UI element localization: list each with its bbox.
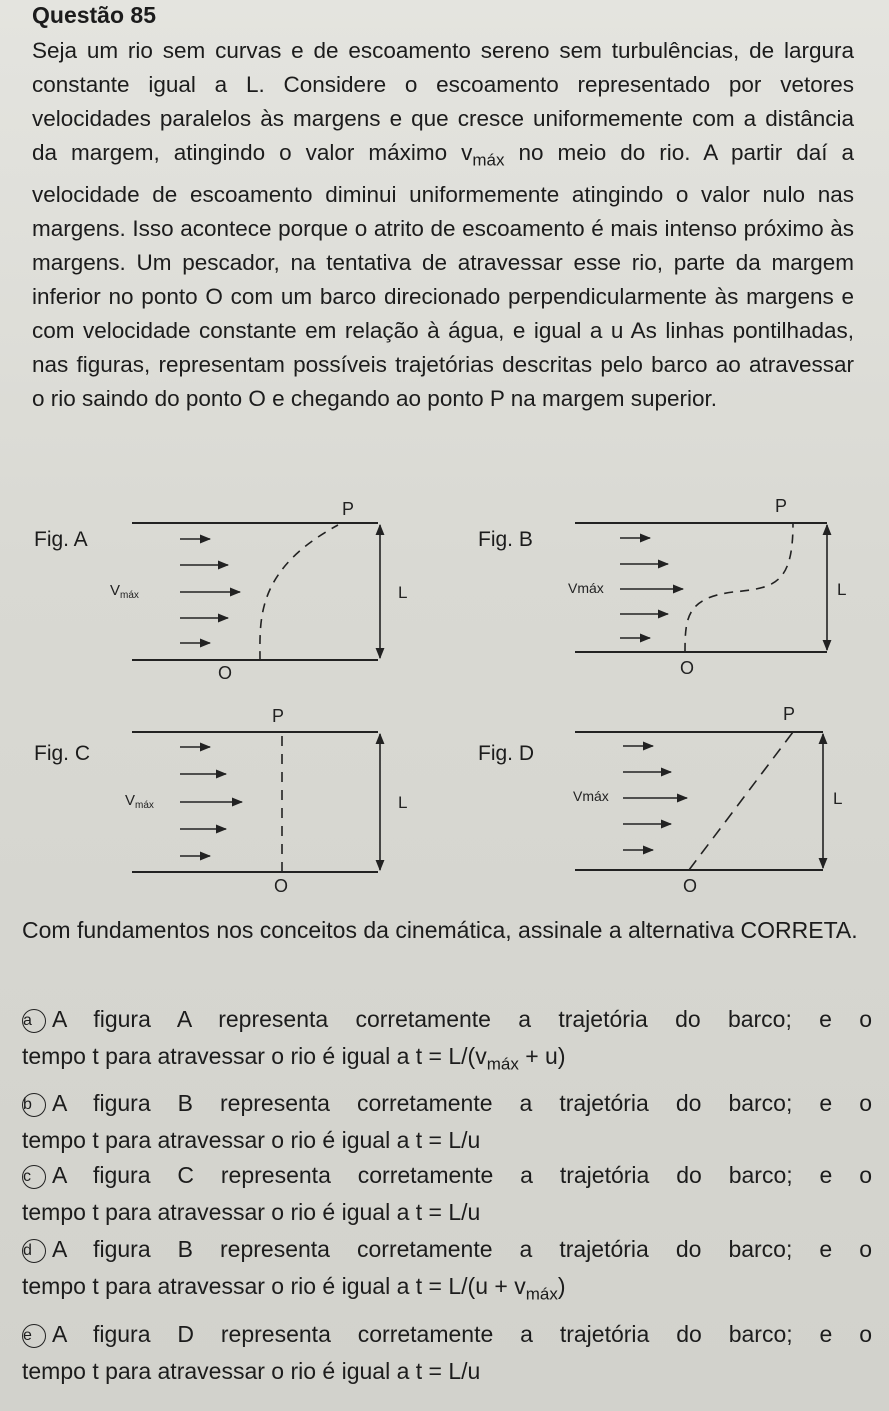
option-d-line1: d A figura B representa corretamente a trajetória do barco; e o — [23, 1236, 872, 1262]
option-d[interactable] — [22, 1231, 872, 1313]
fig-c-point-p: P — [272, 706, 285, 726]
option-c-formula: t = L/u — [415, 1199, 481, 1225]
option-a-marker[interactable]: a — [22, 1009, 46, 1033]
fig-b-point-o: O — [680, 658, 695, 678]
option-d-marker[interactable]: d — [22, 1239, 46, 1263]
fig-d-trajectory — [689, 732, 793, 870]
fig-a-point-o: O — [218, 663, 233, 683]
fig-a-vmax-label: $V_{máx}$ — [110, 582, 139, 601]
option-c-marker[interactable]: c — [22, 1165, 46, 1189]
option-b[interactable] — [22, 1085, 872, 1159]
option-a-formula: $t = L/(v_{máx} + u)$ — [415, 1043, 566, 1074]
fig-d-point-p: P — [783, 704, 796, 724]
fig-d-vmax-label: Vmáx — [573, 788, 609, 804]
option-c-line1: c A figura C representa corretamente a trajetória do barco; e o — [23, 1162, 872, 1188]
figure-b — [565, 492, 855, 677]
option-d-line2: tempo t para atravessar o rio é igual a $t = L/(u + v_{máx})$ — [22, 1273, 566, 1304]
fig-b-point-p: P — [775, 496, 788, 516]
fig-a-point-p: P — [342, 499, 355, 519]
fig-d-width-label: L — [833, 789, 843, 808]
option-a-line2: tempo t para atravessar o rio é igual a $t = L/(v_{máx} + u)$ — [22, 1043, 566, 1074]
option-c[interactable] — [22, 1157, 872, 1231]
fig-b-width-label: L — [837, 580, 847, 599]
option-e-line1: e A figura D representa corretamente a trajetória do barco; e o — [23, 1321, 872, 1347]
vmax-symbol: $v_{máx}$ — [461, 140, 505, 170]
statement-part-1: Seja um rio sem curvas e de escoamento sereno sem turbulências, de largura constante igual a L. Considere o escoamento representado por vetores velocidades paralelos às margens e que cresce uniformemente com a distância da margem, atingindo o valor máximo — [32, 38, 854, 166]
statement-part-2: no meio do rio. A partir daí a velocidade de escoamento diminui uniformemente atingindo o valor nulo nas margens. Isso acontece porque o atrito de escoamento é mais intenso próximo às margens. Um pescador, na tentativa de atravessar esse rio, parte da margem inferior no ponto O com um barco direcionado perpendicularmente às margens e com velocidade constante em relação à água, e igual a u As linhas pontilhadas, nas figuras, representam possíveis trajetórias descritas pelo barco ao atravessar o rio saindo do ponto O e chegando ao ponto P na margem superior. — [32, 140, 854, 412]
question-statement — [32, 34, 854, 417]
option-d-formula: $t = L/(u + v_{máx})$ — [415, 1273, 566, 1304]
fig-c-width-label: L — [398, 793, 408, 812]
fig-b-label: Fig. B — [478, 528, 533, 551]
fig-b-vmax-label: Vmáx — [568, 580, 604, 596]
fig-d-label: Fig. D — [478, 742, 535, 765]
question-title: Questão 85 — [32, 2, 156, 28]
option-c-line2: tempo t para atravessar o rio é igual a t = L/u — [22, 1199, 481, 1225]
fig-a-width-label: L — [398, 583, 408, 602]
fig-a-label: Fig. A — [34, 528, 88, 551]
fig-c-label: Fig. C — [34, 742, 91, 765]
fig-c-point-o: O — [274, 876, 289, 896]
option-b-line2: tempo t para atravessar o rio é igual a t = L/u — [22, 1127, 481, 1153]
option-b-marker[interactable]: b — [22, 1093, 46, 1117]
figure-c — [110, 702, 410, 896]
figure-d — [565, 700, 855, 896]
option-e[interactable] — [22, 1316, 872, 1390]
option-b-line1: b A figura B representa corretamente a trajetória do barco; e o — [23, 1090, 872, 1116]
option-e-formula: t = L/u — [415, 1358, 481, 1384]
option-a-line1: a A figura A representa corretamente a trajetória do barco; e o — [23, 1006, 872, 1032]
question-prompt: Com fundamentos nos conceitos da cinemática, assinale a alternativa CORRETA. — [22, 917, 858, 943]
option-e-line2: tempo t para atravessar o rio é igual a t = L/u — [22, 1358, 481, 1384]
figure-a — [110, 495, 410, 683]
fig-c-vmax-label: $V_{máx}$ — [125, 792, 154, 811]
option-b-formula: t = L/u — [415, 1127, 481, 1153]
option-a[interactable] — [22, 1001, 872, 1083]
fig-a-trajectory — [260, 525, 338, 660]
fig-d-point-o: O — [683, 876, 698, 896]
option-e-marker[interactable]: e — [22, 1324, 46, 1348]
fig-b-trajectory — [685, 523, 793, 652]
